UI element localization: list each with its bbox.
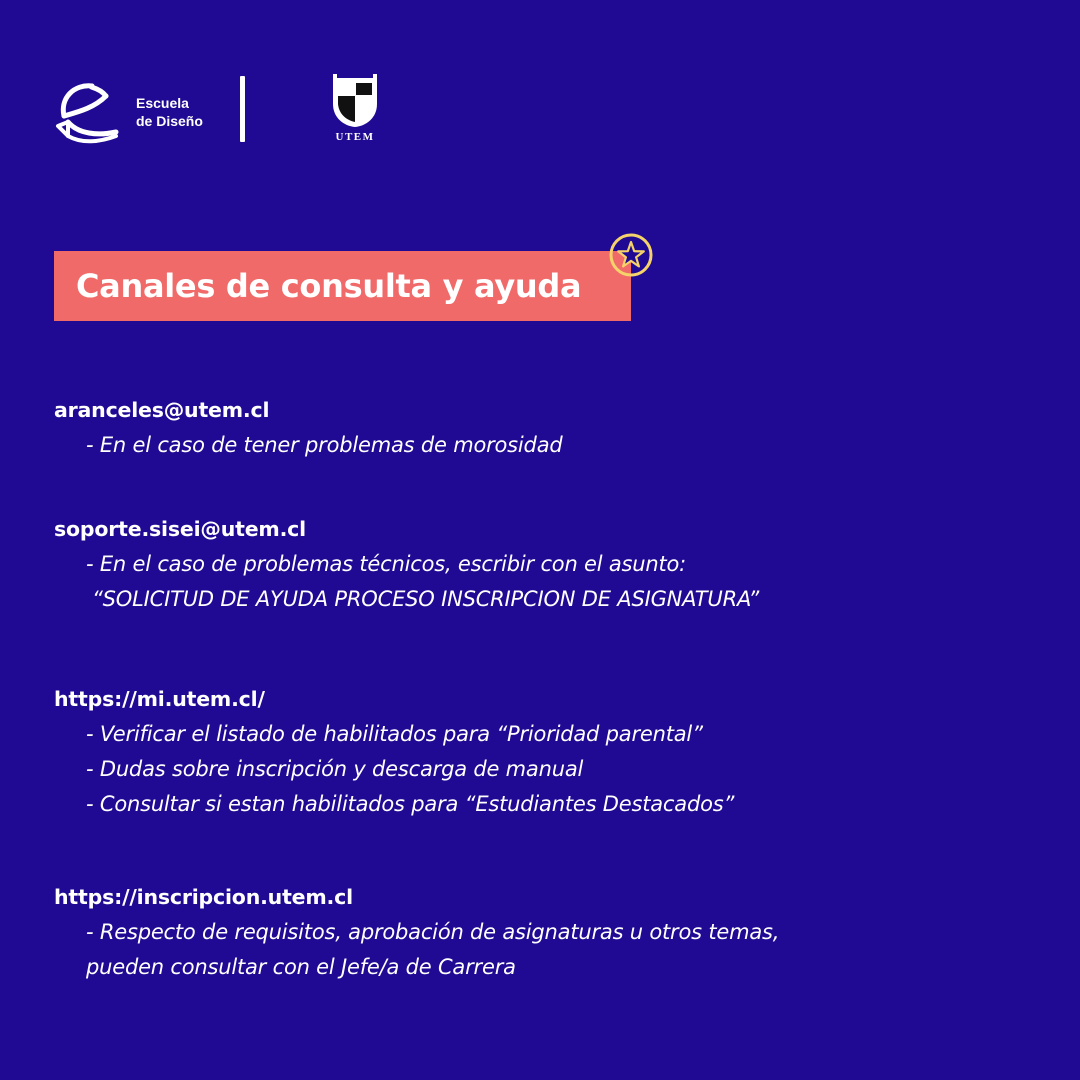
escuela-de-diseno-logo-icon: [54, 78, 120, 144]
channel-note: - Verificar el listado de habilitados para “Prioridad parental”: [86, 722, 703, 746]
utem-shield-icon: [330, 74, 380, 128]
channel-inscripcion: [54, 880, 1054, 985]
channel-note: - Dudas sobre inscripción y descarga de manual: [86, 757, 584, 781]
channel-note-subject: “SOLICITUD DE AYUDA PROCESO INSCRIPCION DE ASIGNATURA”: [92, 587, 760, 611]
channel-aranceles: [54, 393, 1054, 463]
logo-divider: [240, 76, 245, 142]
channel-note: - Consultar si estan habilitados para “Estudiantes Destacados”: [86, 792, 735, 816]
channel-link-mi-utem[interactable]: https://mi.utem.cl/: [54, 687, 265, 711]
star-badge-icon: [608, 232, 654, 278]
channel-note: - En el caso de problemas técnicos, escribir con el asunto:: [86, 552, 687, 576]
channel-note: pueden consultar con el Jefe/a de Carrera: [86, 955, 516, 979]
channel-link-inscripcion[interactable]: https://inscripcion.utem.cl: [54, 885, 353, 909]
channel-note: - En el caso de tener problemas de morosidad: [86, 433, 563, 457]
header-logos: [54, 72, 394, 152]
page-title: Canales de consulta y ayuda: [76, 267, 582, 305]
channel-mi-utem: [54, 682, 1054, 822]
logo-line-2: de Diseño: [136, 113, 203, 129]
escuela-logo-text: [136, 94, 203, 130]
channel-email-aranceles[interactable]: aranceles@utem.cl: [54, 398, 270, 422]
channel-soporte: [54, 512, 1054, 617]
utem-logo: [326, 74, 384, 148]
title-banner: [54, 251, 631, 321]
logo-line-1: Escuela: [136, 95, 189, 111]
channel-email-soporte[interactable]: soporte.sisei@utem.cl: [54, 517, 306, 541]
utem-label: UTEM: [335, 131, 375, 143]
channel-note: - Respecto de requisitos, aprobación de asignaturas u otros temas,: [86, 920, 780, 944]
